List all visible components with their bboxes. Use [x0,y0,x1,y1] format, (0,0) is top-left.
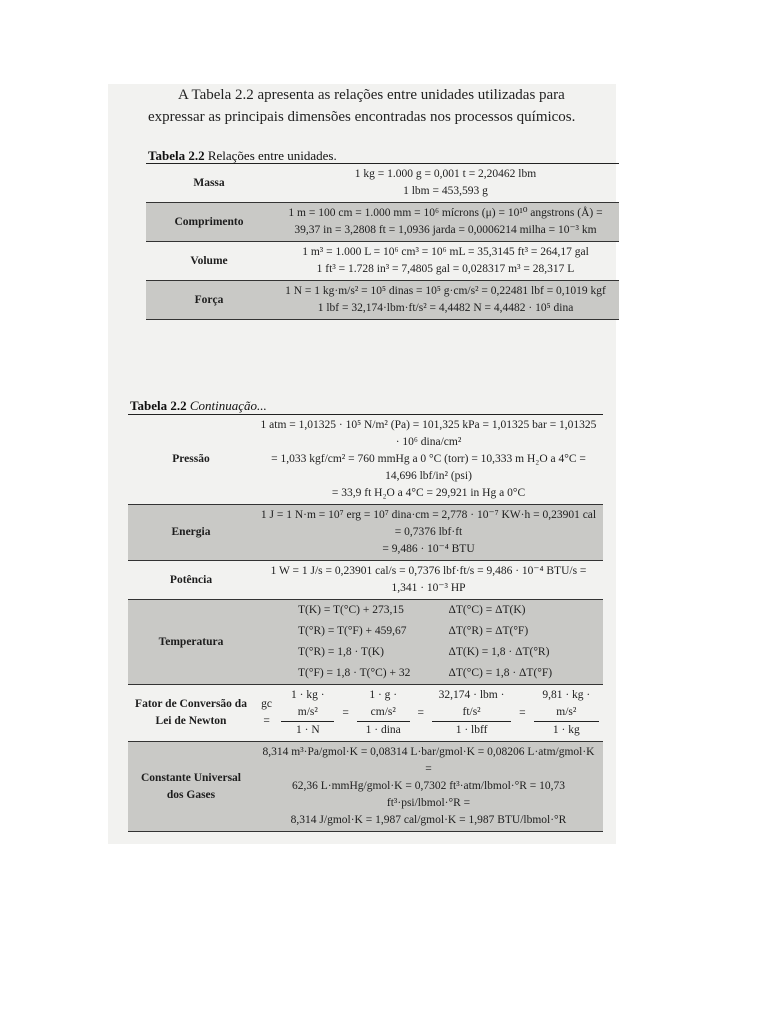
massa-line-2: 1 lbm = 453,593 g [403,185,488,197]
table1-caption-text: Relações entre unidades. [207,148,337,163]
frac-4-num: 9,81 · kg · m/s² [534,687,599,722]
label-massa: Massa [193,176,225,189]
label-comprimento: Comprimento [174,215,244,228]
row-potencia [128,561,603,600]
temp-cell: ΔT(°R) = ΔT(°F) [448,625,529,637]
frac-4-den: 1 · kg [552,724,580,736]
label-potencia: Potência [169,573,213,586]
temperatura-grid [258,602,599,682]
equals-sign: = [342,706,349,719]
frac-1-den: 1 · N [295,724,320,736]
gc-symbol: gc = [261,698,273,727]
constante-line-3: 8,314 J/gmol·K = 1,987 cal/gmol·K = 1,987 BTU/lbmol·°R [290,814,567,826]
pressao-line-2: = 1,033 kgf/cm² = 760 mmHg a 0 °C (torr) = 10,333 m H₂O a 4°C = 14,696 lbf/in² (psi) [271,453,586,482]
label-volume: Volume [190,254,228,267]
row-temperatura [128,600,603,685]
label-pressao: Pressão [172,453,210,465]
temp-cell: T(°R) = 1,8 · T(K) [298,646,384,658]
equals-sign: = [519,706,526,719]
frac-2-den: 1 · dina [365,724,401,736]
table2-caption-text: Continuação... [189,398,267,413]
row-constante [128,742,603,832]
intro-paragraph [148,84,618,128]
units-table-2 [128,414,603,832]
frac-4 [534,687,599,739]
volume-line-1: 1 m³ = 1.000 L = 10⁶ cm³ = 10⁶ mL = 35,3145 ft³ = 264,17 gal [302,246,589,258]
volume-line-2: 1 ft³ = 1.728 in³ = 7,4805 gal = 0,028317 m³ = 28,317 L [316,263,575,275]
row-pressao [128,415,603,505]
value-constante [254,742,603,832]
row-volume [146,242,619,281]
frac-1-num: 1 · kg · m/s² [281,687,334,722]
massa-line-1: 1 kg = 1.000 g = 0,001 t = 2,20462 lbm [354,168,537,180]
row-forca [146,281,619,320]
row-comprimento [146,203,619,242]
gc-formula [258,687,599,739]
table1-caption-num: Tabela 2.2 [148,148,205,163]
units-table-1 [146,163,619,320]
frac-2 [357,687,410,739]
temp-cell: ΔT(°C) = ΔT(K) [448,604,526,616]
comprimento-line-1: 1 m = 100 cm = 1.000 mm = 10⁶ mícrons (μ) = 10¹⁰ angstrons (Å) = [288,207,603,219]
forca-line-2: 1 lbf = 32,174·lbm·ft/s² = 4,4482 N = 4,4482 · 10⁵ dina [317,302,574,314]
value-temperatura [254,600,603,685]
frac-3 [432,687,511,739]
temp-cell: ΔT(K) = 1,8 · ΔT(°R) [448,646,550,658]
table2-caption [130,398,267,414]
value-massa [272,164,619,203]
value-fator [254,685,603,742]
row-fator [128,685,603,742]
intro-text: A Tabela 2.2 apresenta as relações entre unidades utilizadas para expressar as principais dimensões encontradas nos processos químicos. [148,87,576,125]
value-potencia: 1 W = 1 J/s = 0,23901 cal/s = 0,7376 lbf·ft/s = 9,486 · 10⁻⁴ BTU/s = 1,341 · 10⁻³ HP [270,565,587,594]
table2-caption-num: Tabela 2.2 [130,398,187,413]
comprimento-line-2: 39,37 in = 3,2808 ft = 1,0936 jarda = 0,0006214 milha = 10⁻³ km [294,224,597,236]
label-temperatura: Temperatura [158,635,224,648]
equals-sign: = [417,706,425,719]
forca-line-1: 1 N = 1 kg·m/s² = 10⁵ dinas = 10⁵ g·cm/s² = 0,22481 lbf = 0,1019 kgf [285,285,606,297]
label-fator: Fator de Conversão da Lei de Newton [135,698,247,727]
temp-cell: T(K) = T(°C) + 273,15 [298,604,404,616]
temp-cell: ΔT(°C) = 1,8 · ΔT(°F) [448,667,553,679]
value-pressao [254,415,603,505]
pressao-line-1: 1 atm = 1,01325 · 10⁵ N/m² (Pa) = 101,325 kPa = 1,01325 bar = 1,01325 · 10⁶ dina/cm² [260,419,597,448]
constante-line-2: 62,36 L·mmHg/gmol·K = 0,7302 ft³·atm/lbmol·°R = 10,73 ft³·psi/lbmol·°R = [291,780,566,809]
temp-cell: T(°F) = 1,8 · T(°C) + 32 [298,667,411,679]
label-energia: Energia [171,526,211,538]
energia-line-1: 1 J = 1 N·m = 10⁷ erg = 10⁷ dina·cm = 2,778 · 10⁻⁷ KW·h = 0,23901 cal = 0,7376 lbf·ft [260,509,597,538]
temp-cell: T(°R) = T(°F) + 459,67 [298,625,407,637]
frac-3-den: 1 · lbff [455,724,488,736]
energia-line-2: = 9,486 · 10⁻⁴ BTU [382,543,475,555]
value-energia [254,505,603,561]
table1-caption [148,148,337,164]
value-forca [272,281,619,320]
pressao-line-3: = 33,9 ft H₂O a 4°C = 29,921 in Hg a 0°C [331,487,526,499]
label-forca: Força [194,293,224,306]
constante-line-1: 8,314 m³·Pa/gmol·K = 0,08314 L·bar/gmol·K = 0,08206 L·atm/gmol·K = [262,746,595,775]
frac-1 [281,687,334,739]
frac-2-num: 1 · g · cm/s² [357,687,410,722]
value-volume [272,242,619,281]
row-energia [128,505,603,561]
label-constante: Constante Universal dos Gases [141,771,241,801]
frac-3-num: 32,174 · lbm · ft/s² [432,687,511,722]
row-massa [146,164,619,203]
value-comprimento [272,203,619,242]
